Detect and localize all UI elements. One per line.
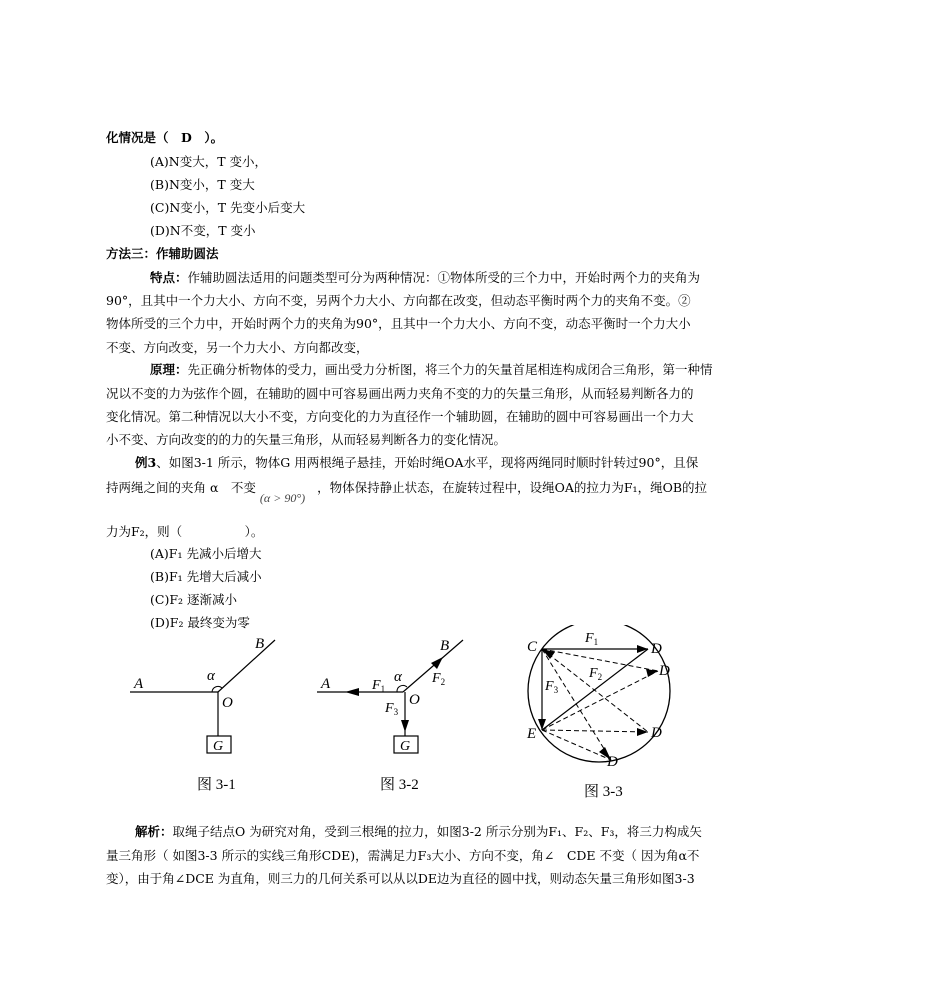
example-text-1: 、如图3-1 所示，物体G 用两根绳子悬挂，开始时绳OA水平，现将两绳同时顺时针转过90°，且保 xyxy=(156,455,699,470)
label-b: B xyxy=(440,638,450,654)
label-o: O xyxy=(409,692,420,708)
example-option-a: (A)F₁ 先减小后增大 xyxy=(150,546,262,561)
example-label: 例3 xyxy=(135,455,157,470)
example-line-3: 力为F₂，则（ ）。 xyxy=(106,524,264,539)
option-a: (A)N变大，T 变小， xyxy=(150,154,268,169)
principle-label: 原理： xyxy=(150,362,188,377)
label-d4: D xyxy=(607,754,618,770)
feature-line-4: 不变、方向改变，另一个力大小、方向都改变， xyxy=(106,340,369,355)
label-d3: D xyxy=(651,725,662,741)
principle-line-2: 况以不变的力为弦作个圆，在辅助的圆中可容易画出两力夹角不变的力的矢量三角形，从而轻易判断各力的 xyxy=(106,386,694,401)
analysis-line-1 xyxy=(135,824,702,840)
figure-3-3 xyxy=(515,625,685,775)
label-d2: D xyxy=(659,663,670,679)
arrow-f3 xyxy=(401,720,409,732)
example-line-1 xyxy=(135,455,698,471)
dashed-cd2 xyxy=(542,649,658,671)
question-stem-tail: 化情况是（ D ）。 xyxy=(106,130,224,145)
dashed-cd4 xyxy=(542,649,611,760)
analysis-label: 解析： xyxy=(135,824,173,839)
example-option-c: (C)F₂ 逐渐减小 xyxy=(150,592,237,607)
dashed-ed3 xyxy=(542,730,648,732)
feature-text-1: 作辅助圆法适用的问题类型可分为两种情况：①物体所受的三个力中，开始时两个力的夹角为 xyxy=(187,270,701,285)
label-f1: $F_1$ xyxy=(372,678,386,694)
label-a: A xyxy=(134,676,144,692)
example-option-d: (D)F₂ 最终变为零 xyxy=(150,615,250,630)
option-d: (D)N不变，T 变小 xyxy=(150,223,256,238)
label-e: E xyxy=(527,726,537,742)
angle-condition-formula: (α > 90°) xyxy=(259,491,306,505)
label-f2: $F_2$ xyxy=(432,671,446,687)
label-alpha: α xyxy=(394,669,402,685)
example-text-2b: ，物体保持静止状态，在旋转过程中，设绳OA的拉力为F₁，绳OB的拉 xyxy=(317,480,708,495)
arrow-d-top xyxy=(637,645,648,653)
option-b: (B)N变小，T 变大 xyxy=(150,177,255,192)
principle-line-4: 小不变、方向改变的的力的矢量三角形，从而轻易判断各力的变化情况。 xyxy=(106,432,507,447)
feature-line-1 xyxy=(150,270,700,286)
label-f3: $F_3$ xyxy=(545,679,559,695)
figure-3-3-caption: 图 3-3 xyxy=(584,784,623,800)
method-heading: 方法三：作辅助圆法 xyxy=(106,246,219,261)
arrow-f2 xyxy=(431,657,443,669)
analysis-line-2: 量三角形（ 如图3-3 所示的实线三角形CDE)，需满足力F₃大小、方向不变，角∠ CDE 不变（ 因为角α不 xyxy=(106,848,700,863)
alpha-arc xyxy=(397,685,407,692)
principle-text-1: 先正确分析物体的受力，画出受力分析图，将三个力的矢量首尾相连构成闭合三角形，第一种情 xyxy=(187,362,713,377)
figure-3-2-caption: 图 3-2 xyxy=(380,777,419,793)
feature-line-3: 物体所受的三个力中，开始时两个力的夹角为90°，且其中一个力大小、方向不变，动态平衡时一个力大小 xyxy=(106,316,691,331)
analysis-text-1: 取绳子结点O 为研究对角，受到三根绳的拉力，如图3-2 所示分别为F₁、F₂、F₃，将三力构成矢 xyxy=(172,824,702,839)
label-alpha: α xyxy=(207,668,215,684)
principle-line-3: 变化情况。第二种情况以大小不变，方向变化的力为直径作一个辅助圆，在辅助的圆中可容易画出一个力大 xyxy=(106,409,694,424)
label-d1: D xyxy=(651,641,662,657)
feature-line-2: 90°，且其中一个力大小、方向不变，另两个力大小、方向都在改变，但动态平衡时两个力的夹角不变。② xyxy=(106,293,691,308)
arrow-f1 xyxy=(345,688,359,696)
option-c: (C)N变小，T 先变小后变大 xyxy=(150,200,306,215)
label-g: G xyxy=(400,739,411,754)
example-line-2 xyxy=(106,480,708,505)
label-c: C xyxy=(527,639,538,655)
label-f1: $F_1$ xyxy=(585,631,599,647)
label-o: O xyxy=(222,695,233,711)
label-f2: $F_2$ xyxy=(589,666,603,682)
figure-3-1 xyxy=(120,630,300,765)
example-option-b: (B)F₁ 先增大后减小 xyxy=(150,569,262,584)
rope-ob xyxy=(218,640,275,692)
example-text-2a: 持两绳之间的夹角 α 不变 xyxy=(106,480,256,495)
label-f3: $F_3$ xyxy=(385,701,399,717)
principle-line-1 xyxy=(150,362,713,378)
label-a: A xyxy=(321,676,331,692)
figure-3-1-caption: 图 3-1 xyxy=(197,777,236,793)
feature-label: 特点： xyxy=(150,270,188,285)
label-b: B xyxy=(255,636,265,652)
figure-3-2 xyxy=(305,630,475,765)
label-g: G xyxy=(213,739,224,754)
arrow-d3 xyxy=(637,728,648,736)
analysis-line-3: 变），由于角∠DCE 为直角，则三力的几何关系可以从以DE边为直径的圆中找，则动态矢量三角形如图3-3 xyxy=(106,871,695,886)
